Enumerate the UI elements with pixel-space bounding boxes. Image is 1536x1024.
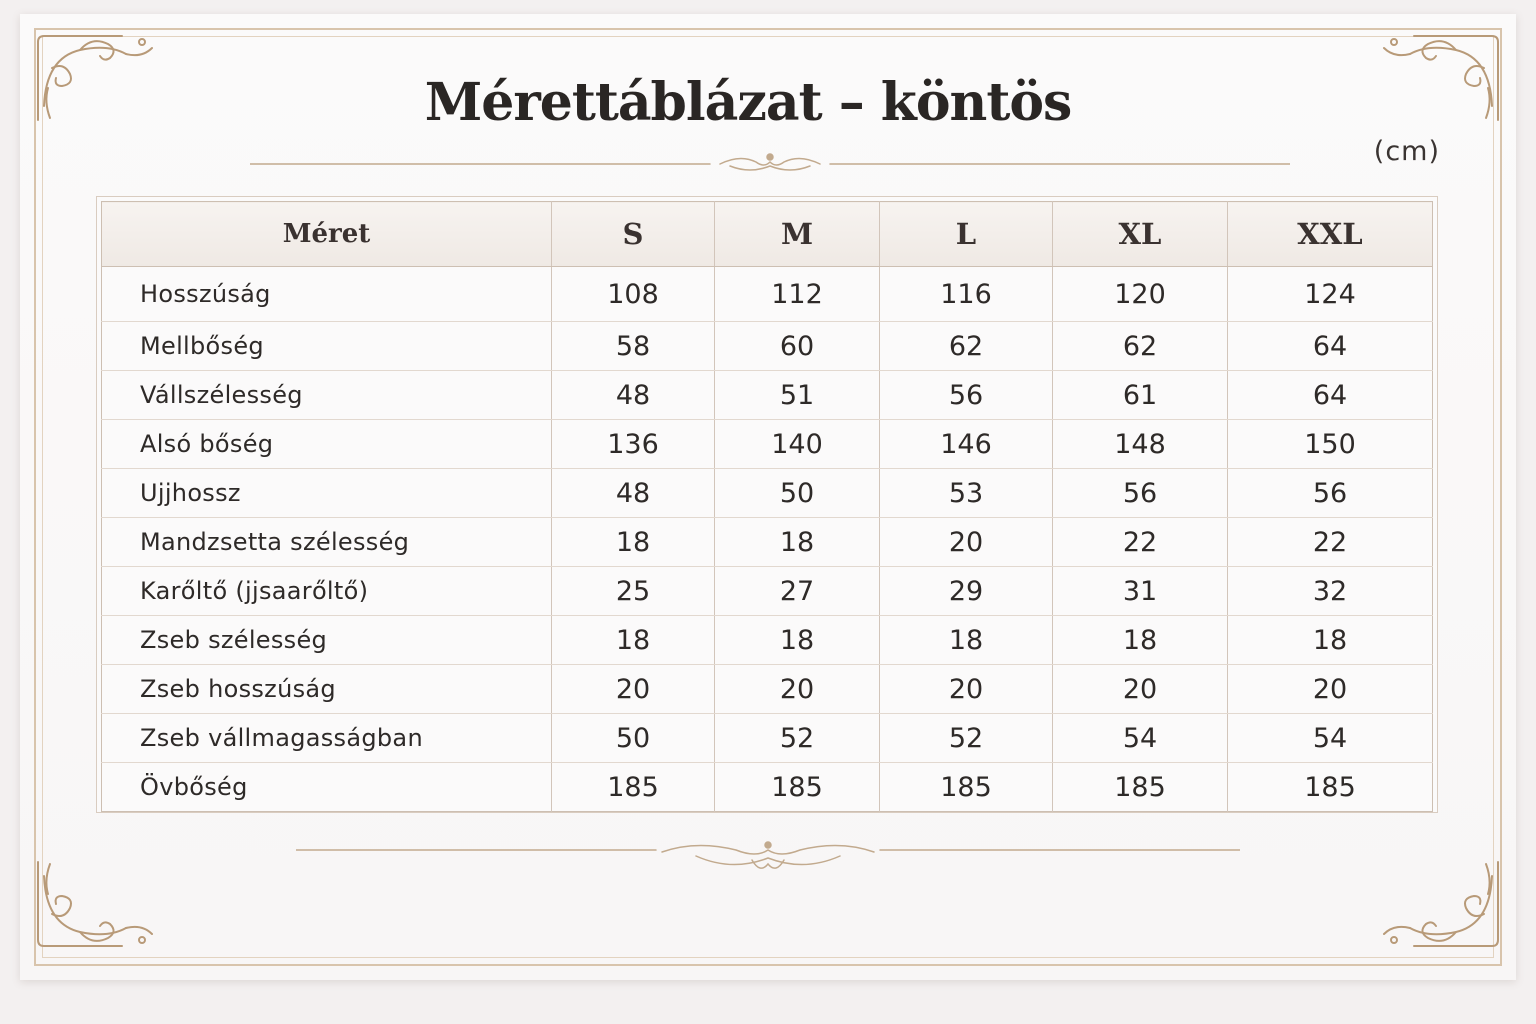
measurement-cell: 31 <box>1053 567 1228 616</box>
measurement-cell: 25 <box>552 567 715 616</box>
measurement-cell: 64 <box>1228 322 1433 371</box>
table-row <box>102 567 1433 616</box>
measurement-cell: 20 <box>552 665 715 714</box>
row-label: Zseb szélesség <box>102 616 552 665</box>
measurement-cell: 112 <box>715 267 880 322</box>
measurement-cell: 51 <box>715 371 880 420</box>
measurement-cell: 54 <box>1053 714 1228 763</box>
measurement-cell: 140 <box>715 420 880 469</box>
measurement-cell: 146 <box>880 420 1053 469</box>
row-label: Karőltő (jjsaarőltő) <box>102 567 552 616</box>
measurement-cell: 64 <box>1228 371 1433 420</box>
measurement-cell: 32 <box>1228 567 1433 616</box>
measurement-cell: 48 <box>552 371 715 420</box>
measurement-cell: 185 <box>880 763 1053 812</box>
table-row <box>102 371 1433 420</box>
measurement-cell: 22 <box>1053 518 1228 567</box>
measurement-cell: 27 <box>715 567 880 616</box>
measurement-cell: 58 <box>552 322 715 371</box>
measurement-cell: 60 <box>715 322 880 371</box>
measurement-cell: 29 <box>880 567 1053 616</box>
header-size-label: Méret <box>102 202 552 267</box>
measurement-cell: 108 <box>552 267 715 322</box>
measurement-cell: 18 <box>1053 616 1228 665</box>
top-divider-ornament-icon <box>250 148 1290 178</box>
page-title: Mérettáblázat – köntös <box>424 72 1072 133</box>
measurement-cell: 150 <box>1228 420 1433 469</box>
measurement-cell: 20 <box>715 665 880 714</box>
measurement-cell: 22 <box>1228 518 1433 567</box>
measurement-cell: 56 <box>1053 469 1228 518</box>
measurement-cell: 124 <box>1228 267 1433 322</box>
header-size-l: L <box>880 202 1053 267</box>
table-row <box>102 322 1433 371</box>
header-size-xl: XL <box>1053 202 1228 267</box>
row-label: Zseb hosszúság <box>102 665 552 714</box>
measurement-cell: 20 <box>880 665 1053 714</box>
header-size-m: M <box>715 202 880 267</box>
measurement-cell: 120 <box>1053 267 1228 322</box>
measurement-cell: 53 <box>880 469 1053 518</box>
measurement-cell: 18 <box>552 616 715 665</box>
corner-flourish-icon <box>30 854 160 954</box>
measurement-cell: 56 <box>1228 469 1433 518</box>
row-label: Vállszélesség <box>102 371 552 420</box>
table-row <box>102 518 1433 567</box>
measurement-cell: 20 <box>1053 665 1228 714</box>
table-row <box>102 420 1433 469</box>
table-row <box>102 616 1433 665</box>
table-row <box>102 469 1433 518</box>
size-table <box>101 201 1433 812</box>
row-label: Mellbőség <box>102 322 552 371</box>
row-label: Ujjhossz <box>102 469 552 518</box>
measurement-cell: 18 <box>715 518 880 567</box>
row-label: Hosszúság <box>102 267 552 322</box>
measurement-cell: 185 <box>1053 763 1228 812</box>
row-label: Mandzsetta szélesség <box>102 518 552 567</box>
measurement-cell: 18 <box>1228 616 1433 665</box>
measurement-cell: 56 <box>880 371 1053 420</box>
measurement-cell: 116 <box>880 267 1053 322</box>
table-row <box>102 665 1433 714</box>
measurement-cell: 18 <box>715 616 880 665</box>
measurement-cell: 52 <box>880 714 1053 763</box>
header-size-xxl: XXL <box>1228 202 1433 267</box>
measurement-cell: 50 <box>715 469 880 518</box>
measurement-cell: 20 <box>880 518 1053 567</box>
row-label: Zseb vállmagasságban <box>102 714 552 763</box>
measurement-cell: 48 <box>552 469 715 518</box>
table-header-row <box>102 202 1433 267</box>
measurement-cell: 136 <box>552 420 715 469</box>
row-label: Alsó bőség <box>102 420 552 469</box>
size-table-frame <box>96 196 1438 813</box>
measurement-cell: 54 <box>1228 714 1433 763</box>
measurement-cell: 18 <box>552 518 715 567</box>
measurement-cell: 20 <box>1228 665 1433 714</box>
corner-flourish-icon <box>1376 854 1506 954</box>
header-size-s: S <box>552 202 715 267</box>
measurement-cell: 61 <box>1053 371 1228 420</box>
table-row <box>102 267 1433 322</box>
measurement-cell: 18 <box>880 616 1053 665</box>
measurement-cell: 185 <box>1304 771 1356 803</box>
row-label: Övbőség <box>102 763 552 812</box>
table-row <box>102 763 1433 812</box>
measurement-cell: 52 <box>715 714 880 763</box>
table-row <box>102 714 1433 763</box>
measurement-cell: 185 <box>715 763 880 812</box>
bottom-divider-ornament-icon <box>296 838 1240 878</box>
measurement-cell: 62 <box>880 322 1053 371</box>
measurement-cell: 148 <box>1053 420 1228 469</box>
measurement-cell: 62 <box>1053 322 1228 371</box>
unit-label: (cm) <box>1373 136 1440 167</box>
measurement-cell: 185 <box>552 763 715 812</box>
measurement-cell: 50 <box>552 714 715 763</box>
